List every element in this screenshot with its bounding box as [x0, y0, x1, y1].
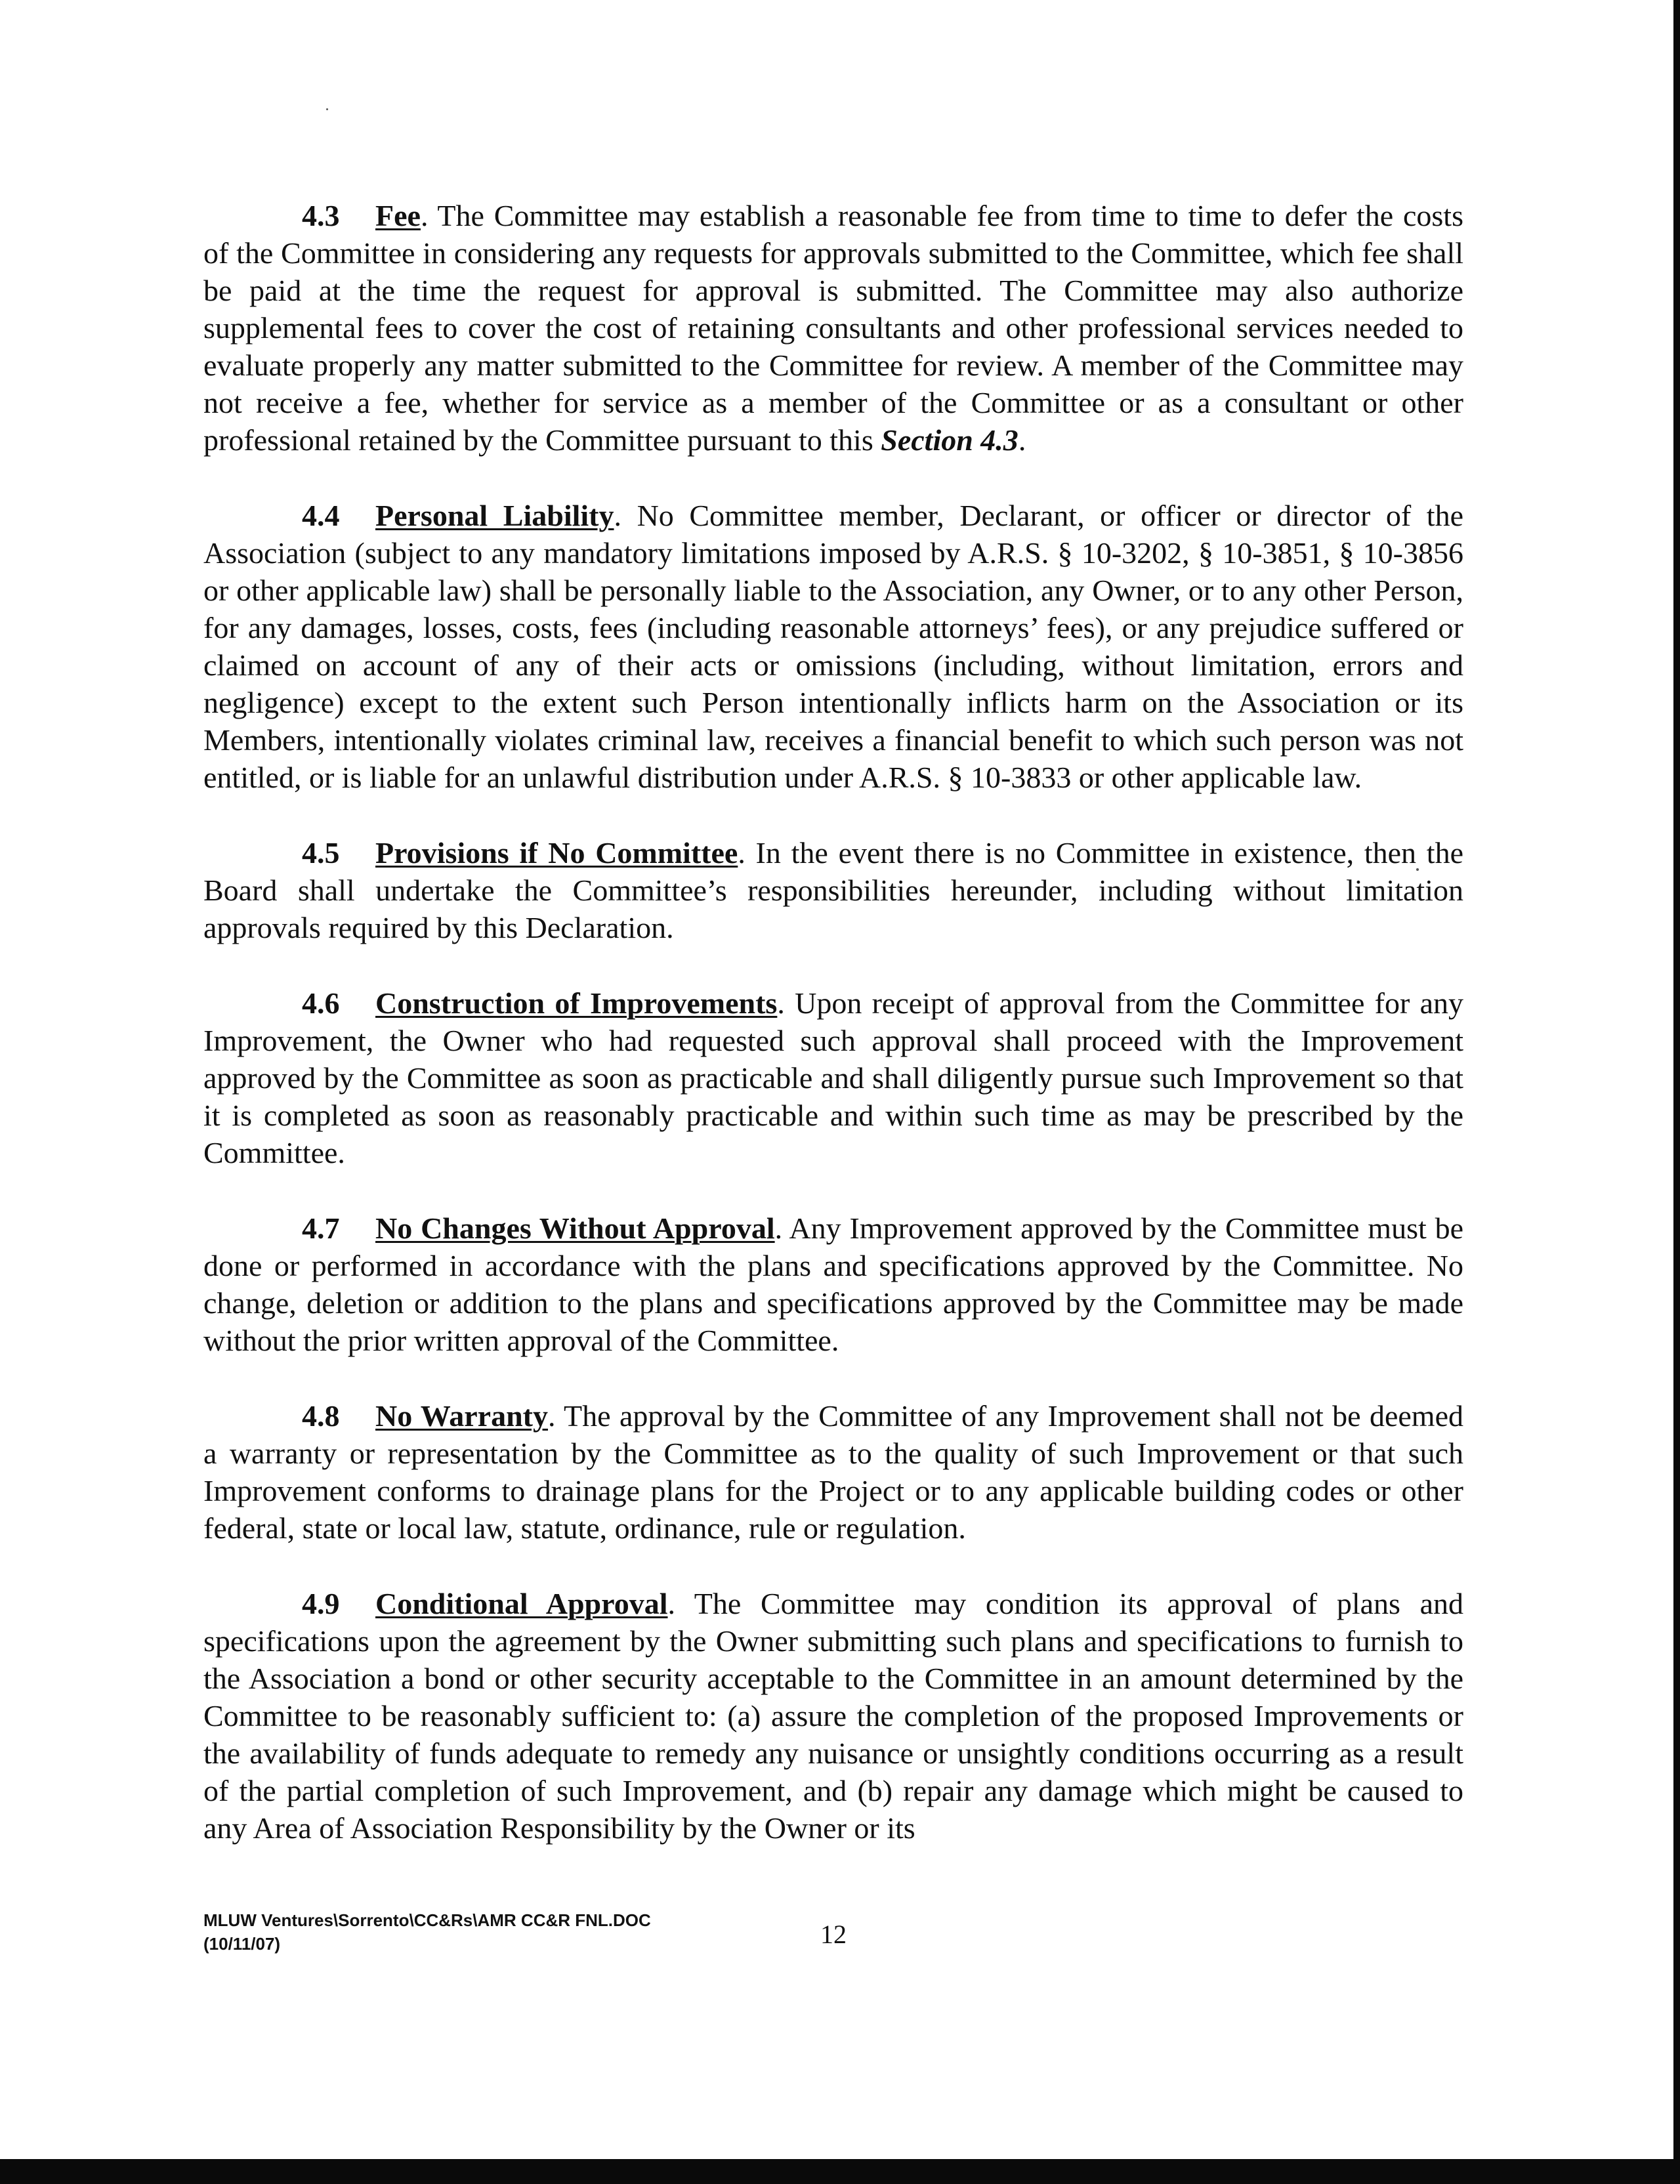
section-title: Construction of Improvements [375, 986, 778, 1020]
section-number: 4.8 [302, 1399, 340, 1433]
section-4-4 [203, 497, 1463, 796]
section-number: 4.6 [302, 986, 340, 1020]
section-title: No Warranty [375, 1399, 548, 1433]
section-4-6 [203, 984, 1463, 1171]
section-number: 4.3 [302, 199, 340, 232]
section-text-end: . [1018, 423, 1026, 457]
title-period: . [547, 1399, 556, 1433]
section-4-5 [203, 834, 1463, 946]
title-period: . [420, 199, 429, 232]
section-number: 4.4 [302, 499, 340, 532]
section-4-8 [203, 1397, 1463, 1547]
section-text: The Committee may condition its approval of plans and specifications upon the agreement by the Owner submitting such plans and specifications to furnish to the Association a bond or other security acceptable to the Committee in an amount determined by the Committee to be reasonably sufficient to: (a) assure the completion of the proposed Improvements or the availability of funds adequate to remedy any nuisance or unsightly conditions occurring as a result of the partial completion of such Improvement, and (b) repair any damage which might be caused to any Area of Association Responsibility by the Owner or its [203, 1587, 1463, 1845]
section-text: The Committee may establish a reasonable fee from time to time to defer the costs of the Committee in considering any requests for approvals submitted to the Committee, which fee shall be paid at the time the request for approval is submitted. The Committee may also authorize supplemental fees to cover the cost of retaining consultants and other professional services needed to evaluate properly any matter submitted to the Committee for review. A member of the Committee may not receive a fee, whether for service as a member of the Committee or as a consultant or other professional retained by the Committee pursuant to this [203, 199, 1463, 457]
section-number: 4.9 [302, 1587, 340, 1620]
section-4-3 [203, 197, 1463, 459]
footer-file-path: MLUW Ventures\Sorrento\CC&Rs\AMR CC&R FNL.DOC [203, 1910, 651, 1930]
section-text: The approval by the Committee of any Improvement shall not be deemed a warranty or representation by the Committee as to the quality of such Improvement or that such Improvement conforms to drainage plans for the Project or to any applicable building codes or other federal, state or local law, statute, ordinance, rule or regulation. [203, 1399, 1463, 1545]
title-period: . [738, 836, 746, 870]
section-title: Conditional Approval [375, 1587, 668, 1620]
section-text: In the event there is no Committee in existence, then the Board shall undertake the Committee’s responsibilities hereunder, including without limitation approvals required by this Declaration. [203, 836, 1464, 944]
section-text: Any Improvement approved by the Committee must be done or performed in accordance with the plans and specifications approved by the Committee. No change, deletion or addition to the plans and specifications approved by the Committee may be made without the prior written approval of the Committee. [203, 1211, 1464, 1357]
document-body [203, 197, 1463, 1885]
document-footer [203, 1908, 651, 1956]
section-title: Personal Liability [375, 499, 614, 532]
section-title: Provisions if No Committee [375, 836, 738, 870]
section-4-7 [203, 1209, 1463, 1359]
section-number: 4.5 [302, 836, 340, 870]
footer-date: (10/11/07) [203, 1934, 281, 1954]
section-text: Upon receipt of approval from the Committee for any Improvement, the Owner who had requested such approval shall proceed with the Improvement approved by the Committee as soon as practicable and shall diligently pursue such Improvement so that it is completed as soon as reasonably practicable and within such time as may be prescribed by the Committee. [203, 986, 1463, 1169]
section-number: 4.7 [302, 1211, 340, 1245]
scan-speck [326, 108, 328, 110]
section-title: No Changes Without Approval [375, 1211, 775, 1245]
scan-edge-bottom [0, 2159, 1680, 2184]
scan-edge-right [1673, 0, 1680, 2184]
title-period: . [774, 1211, 783, 1245]
title-period: . [777, 986, 785, 1020]
section-4-9 [203, 1585, 1463, 1847]
section-text: No Committee member, Declarant, or officer or director of the Association (subject to any mandatory limitations imposed by A.R.S. § 10-3202, § 10-3851, § 10-3856 or other applicable law) shall be personally liable to the Association, any Owner, or to any other Person, for any damages, losses, costs, fees (including reasonable attorneys’ fees), or any prejudice suffered or claimed on account of any of their acts or omissions (including, without limitation, errors and negligence) except to the extent such Person intentionally inflicts harm on the Association or its Members, intentionally violates criminal law, receives a financial benefit to which such person was not entitled, or is liable for an unlawful distribution under A.R.S. § 10-3833 or other applicable law. [203, 499, 1463, 794]
title-period: . [667, 1587, 675, 1620]
section-title: Fee [375, 199, 421, 232]
title-period: . [614, 499, 621, 532]
page-number: 12 [820, 1920, 847, 1949]
section-reference: Section 4.3 [881, 423, 1018, 457]
